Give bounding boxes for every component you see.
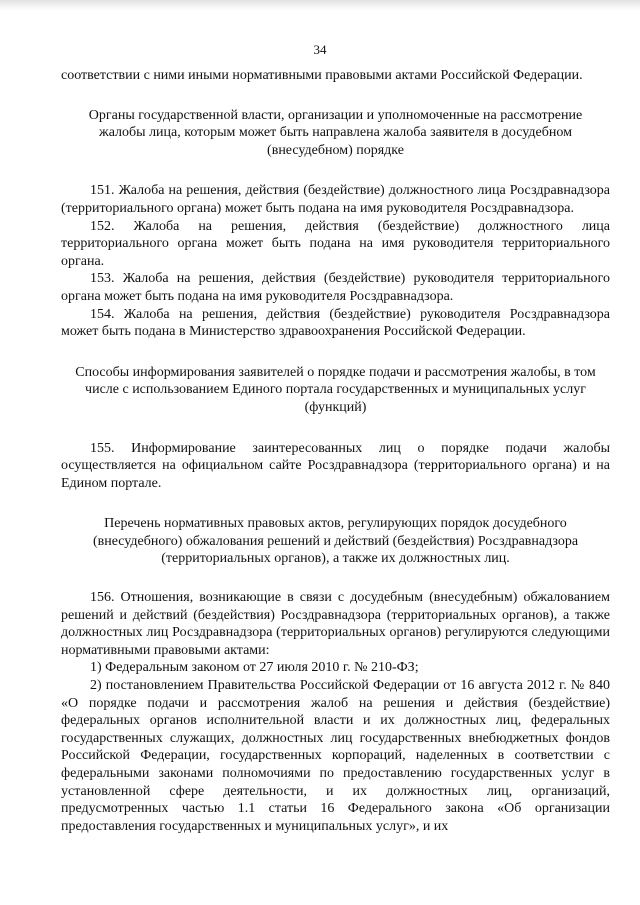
section-gap [61, 417, 610, 440]
scan-edge-shadow [0, 0, 640, 10]
list-item-2: 2) постановлением Правительства Российской Федерации от 16 августа 2012 г. № 840 «О порядке подачи и рассмотрения жалоб на решения и действия (бездействие) федеральных органов исполнительной власти и их должностных лиц, федеральных государственных служащих, должностных лиц государственных внебюджетных фондов Российской Федерации, государственных корпораций, наделенных в соответствии с федеральными законами полномочиями по предоставлению государственных услуг в установленной сфере деятельности, и их должностных лиц, организаций, предусмотренных частью 1.1 статьи 16 Федерального закона «Об организации предоставления государственных и муниципальных услуг», и их [61, 678, 610, 834]
paragraph-153: 153. Жалоба на решения, действия (бездействие) руководителя территориального органа может быть подана на имя руководителя Росздравнадзора. [61, 271, 610, 304]
document-body [61, 67, 610, 835]
section-gap [61, 568, 610, 589]
section-gap [61, 159, 610, 182]
paragraph-continuation: соответствии с ними иными нормативными правовыми актами Российской Федерации. [61, 68, 583, 83]
paragraph-155: 155. Информирование заинтересованных лиц о порядке подачи жалобы осуществляется на официальном сайте Росздравнадзора (территориального органа) и на Едином портале. [61, 440, 610, 491]
paragraph-152: 152. Жалоба на решения, действия (бездействие) должностного лица территориального органа может быть подана на имя руководителя территориального органа. [61, 218, 610, 269]
section-gap [61, 341, 610, 364]
page-number: 34 [313, 42, 327, 57]
section-heading-legal-acts: Перечень нормативных правовых актов, регулирующих порядок досудебного (внесудебного) обжалования решений и действий (бездействия) Росздравнадзора (территориальных органов), а также их должностных лиц. [92, 516, 579, 567]
paragraph-156: 156. Отношения, возникающие в связи с досудебным (внесудебным) обжалованием решений и действий (бездействия) Росздравнадзора (территориальных органов), а также должностных лиц Росздравнадзора (территориальных органов) регулируются следующими нормативными правовыми актами: [61, 590, 610, 658]
paragraph-154: 154. Жалоба на решения, действия (бездействие) руководителя Росздравнадзора может быть подана в Министерство здравоохранения Российской Федерации. [61, 306, 610, 340]
paragraph-151: 151. Жалоба на решения, действия (бездействие) должностного лица Росздравнадзора (территориального органа) может быть подана на имя руководителя Росздравнадзора. [61, 183, 610, 216]
section-gap [61, 492, 610, 515]
list-item-1: 1) Федеральным законом от 27 июля 2010 г. № 210-ФЗ; [90, 660, 419, 676]
section-heading-complaint-recipients: Органы государственной власти, организации и уполномоченные на рассмотрение жалобы лица, которым может быть направлена жалоба заявителя в досудебном (внесудебном) порядке [88, 107, 583, 158]
section-gap [61, 85, 610, 107]
section-heading-informing-methods: Способы информирования заявителей о порядке подачи и рассмотрения жалобы, в том числе с использованием Единого портала государственных и муниципальных услуг (функций) [75, 364, 596, 415]
